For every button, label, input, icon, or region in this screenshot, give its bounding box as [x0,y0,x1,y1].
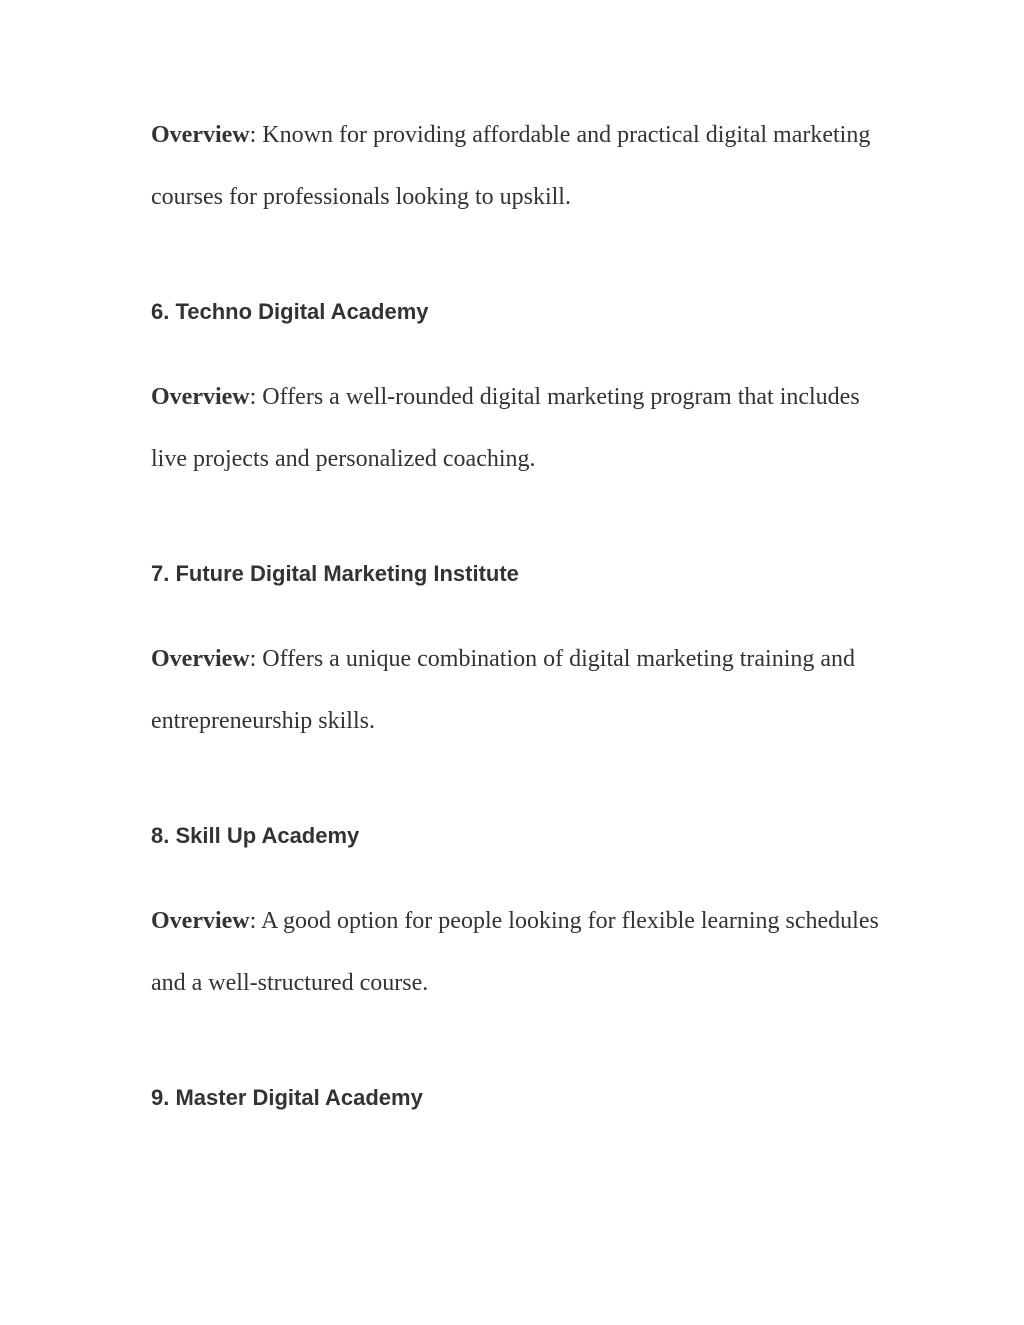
overview-separator: : [249,122,263,148]
overview-separator: : [249,646,263,672]
section-heading-future-digital-marketing-institute: 7. Future Digital Marketing Institute [151,561,519,586]
overview-term: Overview [151,908,250,934]
overview-text: Offers a unique combination of digital marketing training and entrepreneurship skills. [151,646,856,734]
section-heading-master-digital-academy: 9. Master Digital Academy [151,1085,423,1110]
overview-paragraph [151,628,891,752]
overview-text: Known for providing affordable and practical digital marketing courses for professionals looking to upskill. [151,122,871,210]
overview-text: Offers a well-rounded digital marketing program that includes live projects and personalized coaching. [151,384,860,472]
overview-paragraph [151,366,891,490]
overview-paragraph [151,104,891,228]
section-heading-skill-up-academy: 8. Skill Up Academy [151,823,360,848]
overview-term: Overview [151,384,250,410]
section-heading-techno-digital-academy: 6. Techno Digital Academy [151,299,429,324]
overview-text: A good option for people looking for flexible learning schedules and a well-structured course. [151,908,879,996]
overview-term: Overview [151,122,250,148]
overview-separator: : [249,384,263,410]
overview-term: Overview [151,646,250,672]
overview-paragraph [151,890,891,1014]
overview-separator: : [249,908,261,934]
